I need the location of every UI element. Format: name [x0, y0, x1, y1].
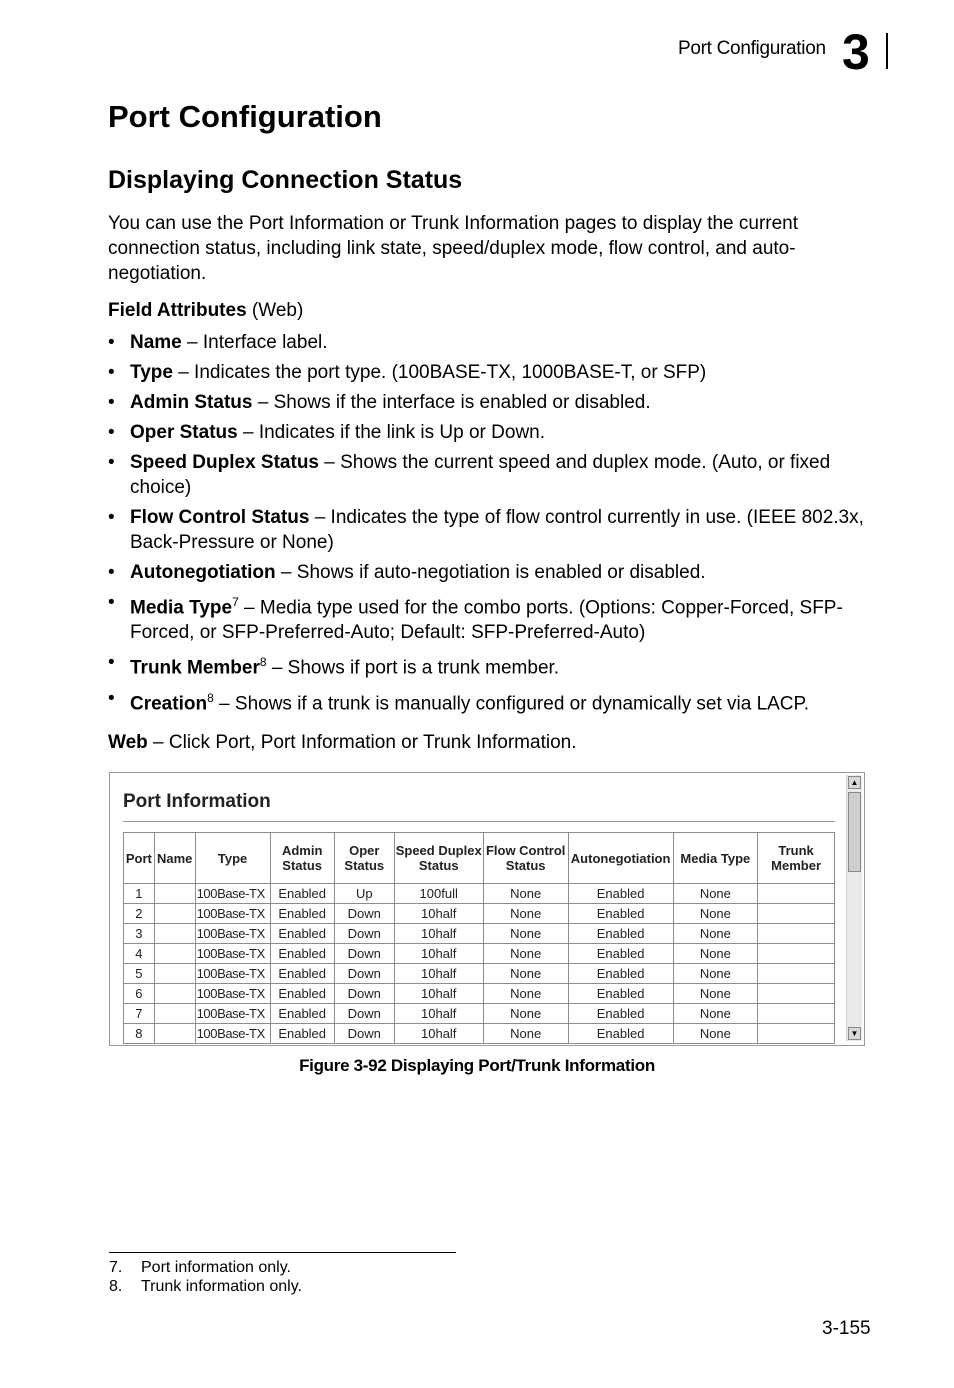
footnote [109, 1258, 302, 1277]
field-list-item [108, 330, 878, 355]
field-list-item [108, 590, 878, 645]
footnote-rule [109, 1252, 456, 1253]
column-header: Name [154, 833, 195, 884]
field-attributes-suffix: (Web) [246, 300, 304, 321]
table-cell: 10half [394, 904, 483, 924]
column-header: Trunk Member [758, 833, 835, 884]
web-instruction [108, 732, 576, 754]
table-cell: None [483, 1024, 568, 1044]
field-term: Admin Status [130, 392, 253, 413]
field-description: – Indicates the type of flow control currently in use. (IEEE 802.3x, Back-Pressure or None) [130, 507, 864, 553]
field-list-item [108, 505, 878, 555]
table-cell [758, 944, 835, 964]
column-header: Media Type [673, 833, 758, 884]
intro-paragraph: You can use the Port Information or Trunk Information pages to display the current connection status, including link state, speed/duplex mode, flow control, and auto-negotiation. [108, 213, 799, 284]
table-cell [154, 1024, 195, 1044]
table-cell: None [673, 964, 758, 984]
table-cell: Down [334, 984, 394, 1004]
table-cell: Down [334, 944, 394, 964]
table-cell: Enabled [270, 984, 334, 1004]
table-cell: None [483, 904, 568, 924]
table-cell: 2 [124, 904, 155, 924]
table-cell: Enabled [270, 944, 334, 964]
column-header: Flow Control Status [483, 833, 568, 884]
figure-caption: Figure 3-92 Displaying Port/Trunk Information [299, 1056, 655, 1075]
table-cell: Down [334, 904, 394, 924]
table-cell: 7 [124, 1004, 155, 1024]
table-cell: Enabled [568, 924, 673, 944]
footnote-ref: 7 [232, 595, 239, 609]
table-cell: None [483, 964, 568, 984]
field-description: – Shows if auto-negotiation is enabled or disabled. [275, 562, 706, 583]
field-description: – Indicates if the link is Up or Down. [237, 422, 546, 443]
table-cell: Enabled [270, 924, 334, 944]
field-term: Oper Status [130, 422, 238, 443]
page-number: 3-155 [822, 1318, 871, 1339]
table-cell: None [673, 1004, 758, 1024]
table-cell: 100Base-TX [195, 944, 270, 964]
table-cell: Enabled [568, 904, 673, 924]
vertical-scrollbar[interactable] [846, 775, 862, 1041]
table-cell: Down [334, 964, 394, 984]
table-row [124, 964, 835, 984]
table-row [124, 984, 835, 1004]
table-cell: None [673, 944, 758, 964]
table-cell: 100full [394, 884, 483, 904]
table-row [124, 944, 835, 964]
running-header: Port Configuration [678, 38, 826, 59]
table-cell: None [483, 924, 568, 944]
table-cell: None [483, 944, 568, 964]
table-cell: Enabled [270, 1004, 334, 1024]
field-list-item [108, 450, 878, 500]
table-row [124, 1004, 835, 1024]
table-cell [758, 924, 835, 944]
table-cell [154, 904, 195, 924]
field-description: – Shows the current speed and duplex mode. (Auto, or fixed choice) [130, 452, 831, 498]
table-cell: 5 [124, 964, 155, 984]
table-cell [758, 964, 835, 984]
table-cell: Enabled [270, 964, 334, 984]
table-cell: None [673, 1024, 758, 1044]
table-cell: 8 [124, 1024, 155, 1044]
field-attributes-label: Field Attributes [108, 300, 247, 321]
field-list-item [108, 686, 878, 716]
table-cell [154, 1004, 195, 1024]
panel-divider [123, 821, 835, 822]
field-description: – Indicates the port type. (100BASE-TX, 1000BASE-T, or SFP) [172, 362, 707, 383]
table-cell: 3 [124, 924, 155, 944]
footnote-text: Port information only. [141, 1259, 291, 1276]
table-cell: 10half [394, 944, 483, 964]
scroll-thumb[interactable] [848, 792, 861, 872]
table-cell [154, 944, 195, 964]
table-cell [758, 884, 835, 904]
field-description: – Shows if the interface is enabled or disabled. [252, 392, 651, 413]
table-row [124, 1024, 835, 1044]
table-cell: Enabled [568, 944, 673, 964]
table-cell: None [673, 924, 758, 944]
web-text: – Click Port, Port Information or Trunk Information. [147, 732, 577, 753]
table-cell: 100Base-TX [195, 1004, 270, 1024]
footnote-number: 8. [109, 1278, 123, 1295]
field-term: Media Type [130, 597, 233, 619]
table-cell: 6 [124, 984, 155, 1004]
table-cell: 100Base-TX [195, 924, 270, 944]
field-term: Autonegotiation [130, 562, 276, 583]
footnote-ref: 8 [259, 655, 267, 670]
field-list-item [108, 360, 878, 385]
field-description: – Interface label. [181, 332, 328, 353]
footnote-number: 7. [109, 1259, 123, 1276]
table-cell [154, 884, 195, 904]
footnote-text: Trunk information only. [141, 1278, 302, 1295]
chapter-number: 3 [842, 24, 870, 80]
table-cell: 4 [124, 944, 155, 964]
footnote-ref: 8 [207, 690, 214, 705]
scroll-down-icon[interactable]: ▼ [848, 1027, 861, 1040]
table-cell [758, 984, 835, 1004]
field-term: Speed Duplex Status [130, 452, 319, 473]
table-cell: Enabled [568, 1004, 673, 1024]
table-cell [758, 1024, 835, 1044]
column-header: Speed Duplex Status [394, 833, 483, 884]
table-cell: None [483, 884, 568, 904]
field-description: – Shows if a trunk is manually configured or dynamically set via LACP. [213, 692, 810, 714]
web-term: Web [108, 732, 148, 753]
field-description: – Media type used for the combo ports. (Options: Copper-Forced, SFP-Forced, or SFP-Preferred-Auto; Default: SFP-Preferred-Auto) [130, 597, 843, 644]
field-list [108, 330, 878, 721]
table-cell [758, 1004, 835, 1024]
table-cell: Down [334, 1004, 394, 1024]
column-header: Oper Status [334, 833, 394, 884]
table-cell: 100Base-TX [195, 904, 270, 924]
page-title: Port Configuration [108, 99, 382, 134]
table-cell: None [673, 884, 758, 904]
port-information-screenshot [109, 772, 865, 1046]
table-cell: 100Base-TX [195, 1024, 270, 1044]
port-table [123, 832, 835, 1044]
field-term: Name [130, 332, 182, 353]
field-list-item [108, 560, 878, 585]
table-cell: Enabled [568, 884, 673, 904]
field-term: Creation [130, 692, 208, 714]
field-description: – Shows if port is a trunk member. [266, 657, 560, 679]
field-list-item [108, 650, 878, 680]
table-cell: None [673, 984, 758, 1004]
table-cell: Down [334, 924, 394, 944]
table-cell: 1 [124, 884, 155, 904]
table-cell: None [483, 984, 568, 1004]
section-title: Displaying Connection Status [108, 166, 463, 194]
column-header: Autonegotiation [568, 833, 673, 884]
table-cell: None [673, 904, 758, 924]
footnotes [109, 1258, 302, 1296]
table-cell: 10half [394, 1004, 483, 1024]
table-row [124, 904, 835, 924]
table-cell: Enabled [568, 984, 673, 1004]
table-cell: None [483, 1004, 568, 1024]
table-cell: 10half [394, 924, 483, 944]
table-cell: Enabled [270, 884, 334, 904]
table-cell: Up [334, 884, 394, 904]
table-cell: 100Base-TX [195, 964, 270, 984]
field-term: Trunk Member [130, 657, 260, 679]
chapter-rule [886, 33, 888, 69]
table-cell: 100Base-TX [195, 984, 270, 1004]
table-cell: 10half [394, 984, 483, 1004]
table-cell [154, 964, 195, 984]
table-cell [154, 924, 195, 944]
panel-title: Port Information [123, 791, 271, 812]
field-list-item [108, 420, 878, 445]
table-cell: 10half [394, 964, 483, 984]
table-cell [154, 984, 195, 1004]
field-term: Type [130, 362, 173, 383]
table-cell: Enabled [568, 964, 673, 984]
table-cell: Enabled [270, 1024, 334, 1044]
table-cell: Enabled [568, 1024, 673, 1044]
footnote [109, 1277, 302, 1296]
table-cell: 100Base-TX [195, 884, 270, 904]
column-header: Type [195, 833, 270, 884]
table-row [124, 884, 835, 904]
field-attributes-heading [108, 300, 303, 322]
field-list-item [108, 390, 878, 415]
table-cell: Down [334, 1024, 394, 1044]
table-cell: 10half [394, 1024, 483, 1044]
table-cell [758, 904, 835, 924]
column-header: Port [124, 833, 155, 884]
scroll-up-icon[interactable]: ▲ [848, 776, 861, 789]
field-term: Flow Control Status [130, 507, 310, 528]
table-row [124, 924, 835, 944]
table-cell: Enabled [270, 904, 334, 924]
column-header: Admin Status [270, 833, 334, 884]
